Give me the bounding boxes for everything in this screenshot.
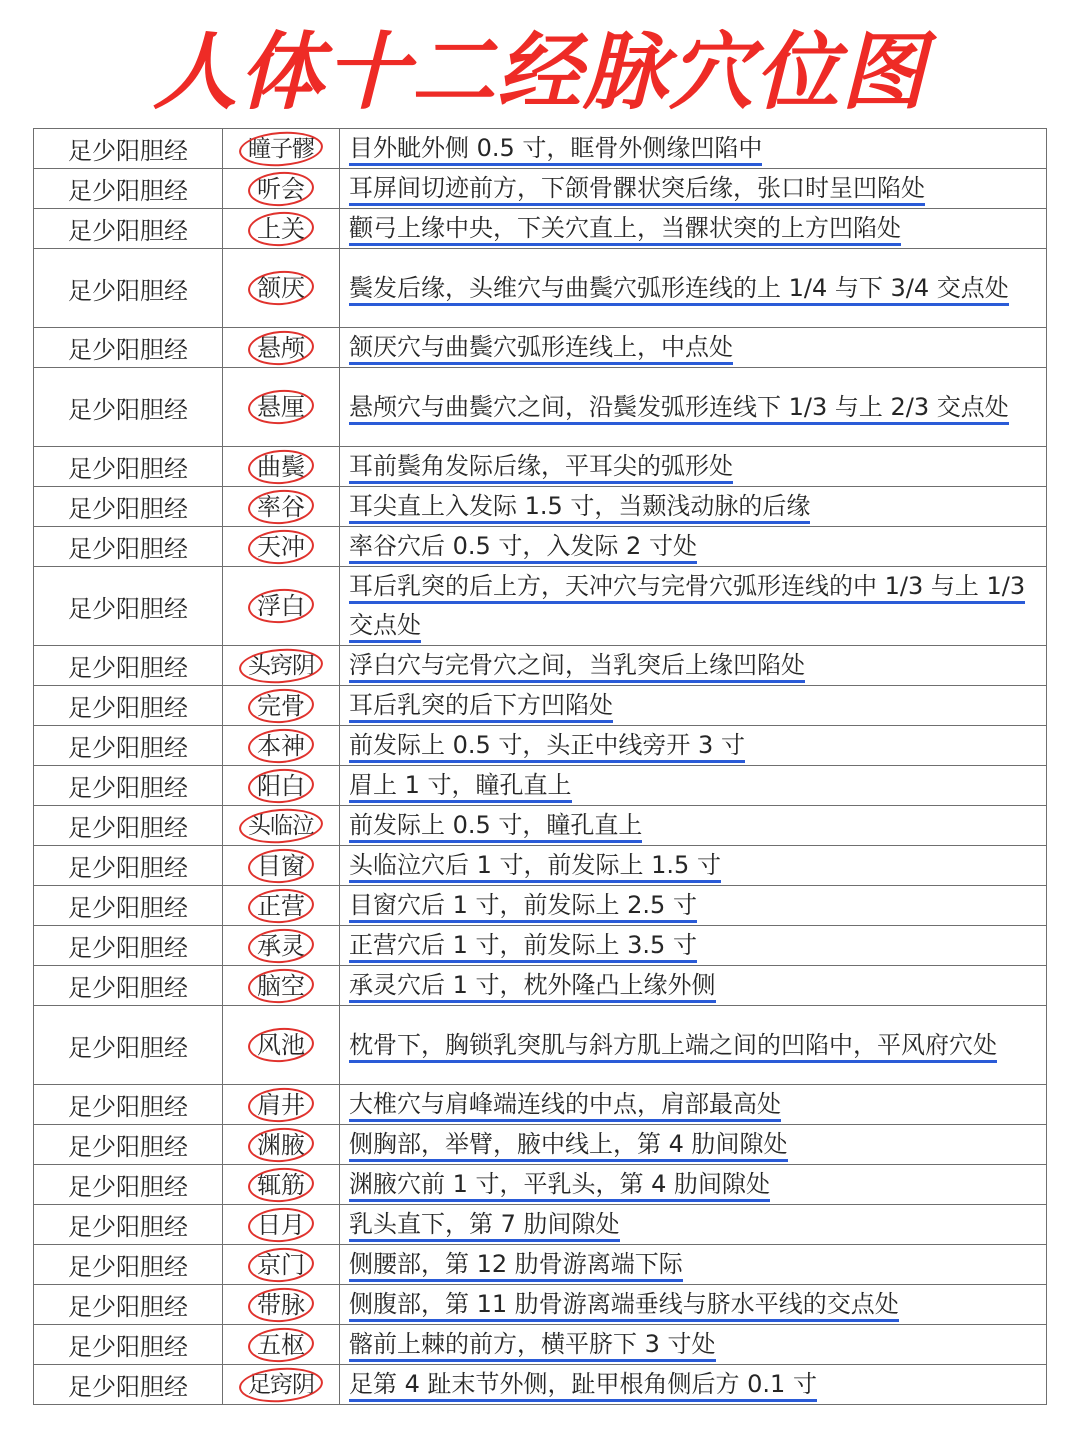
table-row <box>34 766 1047 806</box>
point-cell <box>223 806 340 846</box>
point-cell <box>223 169 340 209</box>
point-name-circled: 曲鬓 <box>254 450 308 484</box>
point-name-circled: 目窗 <box>254 849 308 883</box>
meridian-cell: 足少阳胆经 <box>34 249 223 328</box>
page-title: 人体十二经脉穴位图 <box>152 23 927 121</box>
location-cell <box>340 1325 1047 1365</box>
location-underlined: 侧腰部，第 12 肋骨游离端下际 <box>349 1250 683 1282</box>
location-cell <box>340 886 1047 926</box>
table-row <box>34 806 1047 846</box>
point-cell <box>223 1125 340 1165</box>
meridian-cell: 足少阳胆经 <box>34 1006 223 1085</box>
location-cell <box>340 646 1047 686</box>
table-row <box>34 447 1047 487</box>
location-underlined: 颔厌穴与曲鬓穴弧形连线上，中点处 <box>349 333 733 365</box>
meridian-cell: 足少阳胆经 <box>34 846 223 886</box>
location-underlined: 鬓发后缘，头维穴与曲鬓穴弧形连线的上 1/4 与下 3/4 交点处 <box>349 274 1009 306</box>
location-text <box>349 806 1034 845</box>
location-underlined: 目窗穴后 1 寸，前发际上 2.5 寸 <box>349 891 697 923</box>
point-cell <box>223 1205 340 1245</box>
table-row <box>34 328 1047 368</box>
location-text <box>349 646 1034 685</box>
point-cell <box>223 368 340 447</box>
location-underlined: 前发际上 0.5 寸，头正中线旁开 3 寸 <box>349 731 745 763</box>
location-text <box>349 209 1034 248</box>
location-cell <box>340 1245 1047 1285</box>
meridian-cell: 足少阳胆经 <box>34 646 223 686</box>
location-underlined: 前发际上 0.5 寸，瞳孔直上 <box>349 811 642 843</box>
location-underlined: 悬颅穴与曲鬓穴之间，沿鬓发弧形连线下 1/3 与上 2/3 交点处 <box>349 393 1009 425</box>
location-text <box>349 169 1034 208</box>
table-row <box>34 1245 1047 1285</box>
location-cell <box>340 966 1047 1006</box>
location-underlined: 正营穴后 1 寸，前发际上 3.5 寸 <box>349 931 697 963</box>
meridian-cell: 足少阳胆经 <box>34 129 223 169</box>
table-row <box>34 209 1047 249</box>
location-text <box>349 1205 1034 1244</box>
table-row <box>34 926 1047 966</box>
meridian-cell: 足少阳胆经 <box>34 1085 223 1125</box>
location-cell <box>340 487 1047 527</box>
meridian-cell: 足少阳胆经 <box>34 966 223 1006</box>
point-name-circled: 颔厌 <box>254 271 308 305</box>
meridian-cell: 足少阳胆经 <box>34 328 223 368</box>
location-text <box>349 686 1034 725</box>
point-name-circled: 正营 <box>254 889 308 923</box>
location-cell <box>340 1285 1047 1325</box>
location-text <box>349 926 1034 965</box>
table-row <box>34 646 1047 686</box>
point-cell <box>223 646 340 686</box>
meridian-cell: 足少阳胆经 <box>34 806 223 846</box>
table-row <box>34 1125 1047 1165</box>
location-underlined: 乳头直下，第 7 肋间隙处 <box>349 1210 620 1242</box>
location-cell <box>340 1365 1047 1405</box>
point-name-circled: 本神 <box>254 729 308 763</box>
location-text <box>349 388 1034 427</box>
location-text <box>349 1245 1034 1284</box>
location-underlined: 耳尖直上入发际 1.5 寸，当颞浅动脉的后缘 <box>349 492 810 524</box>
point-cell <box>223 328 340 368</box>
point-cell <box>223 527 340 567</box>
table-row <box>34 249 1047 328</box>
meridian-cell: 足少阳胆经 <box>34 209 223 249</box>
location-underlined: 目外眦外侧 0.5 寸，眶骨外侧缘凹陷中 <box>349 134 762 166</box>
location-cell <box>340 1085 1047 1125</box>
location-cell <box>340 447 1047 487</box>
location-text <box>349 129 1034 168</box>
meridian-cell: 足少阳胆经 <box>34 1285 223 1325</box>
table-row <box>34 1165 1047 1205</box>
meridian-cell: 足少阳胆经 <box>34 1365 223 1405</box>
location-cell <box>340 686 1047 726</box>
point-name-circled: 悬颅 <box>254 331 308 365</box>
point-name-circled: 瞳子髎 <box>245 132 317 166</box>
location-text <box>349 1165 1034 1204</box>
point-cell <box>223 129 340 169</box>
point-cell <box>223 886 340 926</box>
meridian-cell: 足少阳胆经 <box>34 926 223 966</box>
meridian-cell: 足少阳胆经 <box>34 368 223 447</box>
table-row <box>34 726 1047 766</box>
table-row <box>34 567 1047 646</box>
location-underlined: 耳屏间切迹前方，下颌骨髁状突后缘，张口时呈凹陷处 <box>349 174 925 206</box>
location-text <box>349 487 1034 526</box>
location-underlined: 耳后乳突的后下方凹陷处 <box>349 691 613 723</box>
point-name-circled: 悬厘 <box>254 390 308 424</box>
table-row <box>34 129 1047 169</box>
point-name-circled: 辄筋 <box>254 1168 308 1202</box>
point-name-circled: 听会 <box>254 172 308 206</box>
location-cell <box>340 1006 1047 1085</box>
location-underlined: 颧弓上缘中央，下关穴直上，当髁状突的上方凹陷处 <box>349 214 901 246</box>
table-row <box>34 886 1047 926</box>
point-cell <box>223 209 340 249</box>
table-body <box>34 129 1047 1405</box>
point-name-circled: 天冲 <box>254 530 308 564</box>
table-row <box>34 966 1047 1006</box>
location-cell <box>340 129 1047 169</box>
point-cell <box>223 766 340 806</box>
location-underlined: 耳前鬓角发际后缘，平耳尖的弧形处 <box>349 452 733 484</box>
location-text <box>349 886 1034 925</box>
table-row <box>34 846 1047 886</box>
meridian-cell: 足少阳胆经 <box>34 447 223 487</box>
table-row <box>34 487 1047 527</box>
point-name-circled: 脑空 <box>254 969 308 1003</box>
location-text <box>349 269 1034 308</box>
location-cell <box>340 1165 1047 1205</box>
point-cell <box>223 1006 340 1085</box>
point-cell <box>223 1325 340 1365</box>
location-text <box>349 1325 1034 1364</box>
meridian-cell: 足少阳胆经 <box>34 1245 223 1285</box>
point-cell <box>223 1165 340 1205</box>
location-cell <box>340 328 1047 368</box>
location-underlined: 渊腋穴前 1 寸，平乳头，第 4 肋间隙处 <box>349 1170 770 1202</box>
point-name-circled: 头窍阴 <box>245 649 317 683</box>
location-underlined: 头临泣穴后 1 寸，前发际上 1.5 寸 <box>349 851 721 883</box>
point-cell <box>223 926 340 966</box>
table-row <box>34 1085 1047 1125</box>
point-cell <box>223 447 340 487</box>
point-name-circled: 承灵 <box>254 929 308 963</box>
location-cell <box>340 1205 1047 1245</box>
location-underlined: 枕骨下，胸锁乳突肌与斜方肌上端之间的凹陷中，平风府穴处 <box>349 1031 997 1063</box>
point-cell <box>223 567 340 646</box>
location-cell <box>340 726 1047 766</box>
location-text <box>349 567 1034 645</box>
location-text <box>349 1285 1034 1324</box>
location-cell <box>340 1125 1047 1165</box>
meridian-cell: 足少阳胆经 <box>34 686 223 726</box>
location-underlined: 眉上 1 寸，瞳孔直上 <box>349 771 572 803</box>
location-cell <box>340 806 1047 846</box>
acupoint-table <box>33 128 1047 1405</box>
point-name-circled: 风池 <box>254 1028 308 1062</box>
meridian-cell: 足少阳胆经 <box>34 527 223 567</box>
point-name-circled: 渊腋 <box>254 1128 308 1162</box>
location-cell <box>340 766 1047 806</box>
table-row <box>34 368 1047 447</box>
location-text <box>349 1026 1034 1065</box>
location-text <box>349 328 1034 367</box>
location-underlined: 足第 4 趾末节外侧，趾甲根角侧后方 0.1 寸 <box>349 1370 817 1402</box>
point-name-circled: 上关 <box>254 212 308 246</box>
location-text <box>349 1085 1034 1124</box>
table-row <box>34 1205 1047 1245</box>
location-underlined: 侧腹部，第 11 肋骨游离端垂线与脐水平线的交点处 <box>349 1290 899 1322</box>
location-underlined: 承灵穴后 1 寸，枕外隆凸上缘外侧 <box>349 971 716 1003</box>
point-cell <box>223 1085 340 1125</box>
point-cell <box>223 686 340 726</box>
table-row <box>34 1006 1047 1085</box>
table-row <box>34 1285 1047 1325</box>
point-name-circled: 五枢 <box>254 1328 308 1362</box>
location-text <box>349 1125 1034 1164</box>
point-name-circled: 浮白 <box>254 589 308 623</box>
location-cell <box>340 567 1047 646</box>
location-underlined: 侧胸部，举臂，腋中线上，第 4 肋间隙处 <box>349 1130 788 1162</box>
point-name-circled: 头临泣 <box>245 809 317 843</box>
meridian-cell: 足少阳胆经 <box>34 766 223 806</box>
point-cell <box>223 249 340 328</box>
location-cell <box>340 169 1047 209</box>
point-cell <box>223 1245 340 1285</box>
point-name-circled: 足窍阴 <box>245 1368 317 1402</box>
location-text <box>349 447 1034 486</box>
point-cell <box>223 726 340 766</box>
location-cell <box>340 527 1047 567</box>
meridian-cell: 足少阳胆经 <box>34 1325 223 1365</box>
meridian-cell: 足少阳胆经 <box>34 169 223 209</box>
point-name-circled: 阳白 <box>254 769 308 803</box>
point-name-circled: 完骨 <box>254 689 308 723</box>
point-cell <box>223 487 340 527</box>
location-cell <box>340 926 1047 966</box>
location-text <box>349 1365 1034 1404</box>
table-row <box>34 527 1047 567</box>
table-row <box>34 1325 1047 1365</box>
meridian-cell: 足少阳胆经 <box>34 1125 223 1165</box>
location-text <box>349 846 1034 885</box>
point-name-circled: 肩井 <box>254 1088 308 1122</box>
meridian-cell: 足少阳胆经 <box>34 1205 223 1245</box>
meridian-cell: 足少阳胆经 <box>34 487 223 527</box>
meridian-cell: 足少阳胆经 <box>34 1165 223 1205</box>
location-text <box>349 527 1034 566</box>
point-cell <box>223 1285 340 1325</box>
meridian-cell: 足少阳胆经 <box>34 726 223 766</box>
table-row <box>34 1365 1047 1405</box>
point-cell <box>223 1365 340 1405</box>
point-name-circled: 京门 <box>254 1248 308 1282</box>
meridian-cell: 足少阳胆经 <box>34 567 223 646</box>
table-row <box>34 169 1047 209</box>
location-cell <box>340 249 1047 328</box>
location-text <box>349 966 1034 1005</box>
location-text <box>349 726 1034 765</box>
location-underlined: 大椎穴与肩峰端连线的中点，肩部最高处 <box>349 1090 781 1122</box>
point-name-circled: 日月 <box>254 1208 308 1242</box>
location-underlined: 浮白穴与完骨穴之间，当乳突后上缘凹陷处 <box>349 651 805 683</box>
location-cell <box>340 846 1047 886</box>
point-cell <box>223 966 340 1006</box>
location-underlined: 髂前上棘的前方，横平脐下 3 寸处 <box>349 1330 716 1362</box>
location-underlined: 率谷穴后 0.5 寸，入发际 2 寸处 <box>349 532 697 564</box>
meridian-cell: 足少阳胆经 <box>34 886 223 926</box>
location-underlined: 耳后乳突的后上方，天冲穴与完骨穴弧形连线的中 1/3 与上 1/3 交点处 <box>349 572 1025 643</box>
location-text <box>349 766 1034 805</box>
point-name-circled: 率谷 <box>254 490 308 524</box>
point-cell <box>223 846 340 886</box>
location-cell <box>340 209 1047 249</box>
point-name-circled: 带脉 <box>254 1288 308 1322</box>
table-row <box>34 686 1047 726</box>
location-cell <box>340 368 1047 447</box>
